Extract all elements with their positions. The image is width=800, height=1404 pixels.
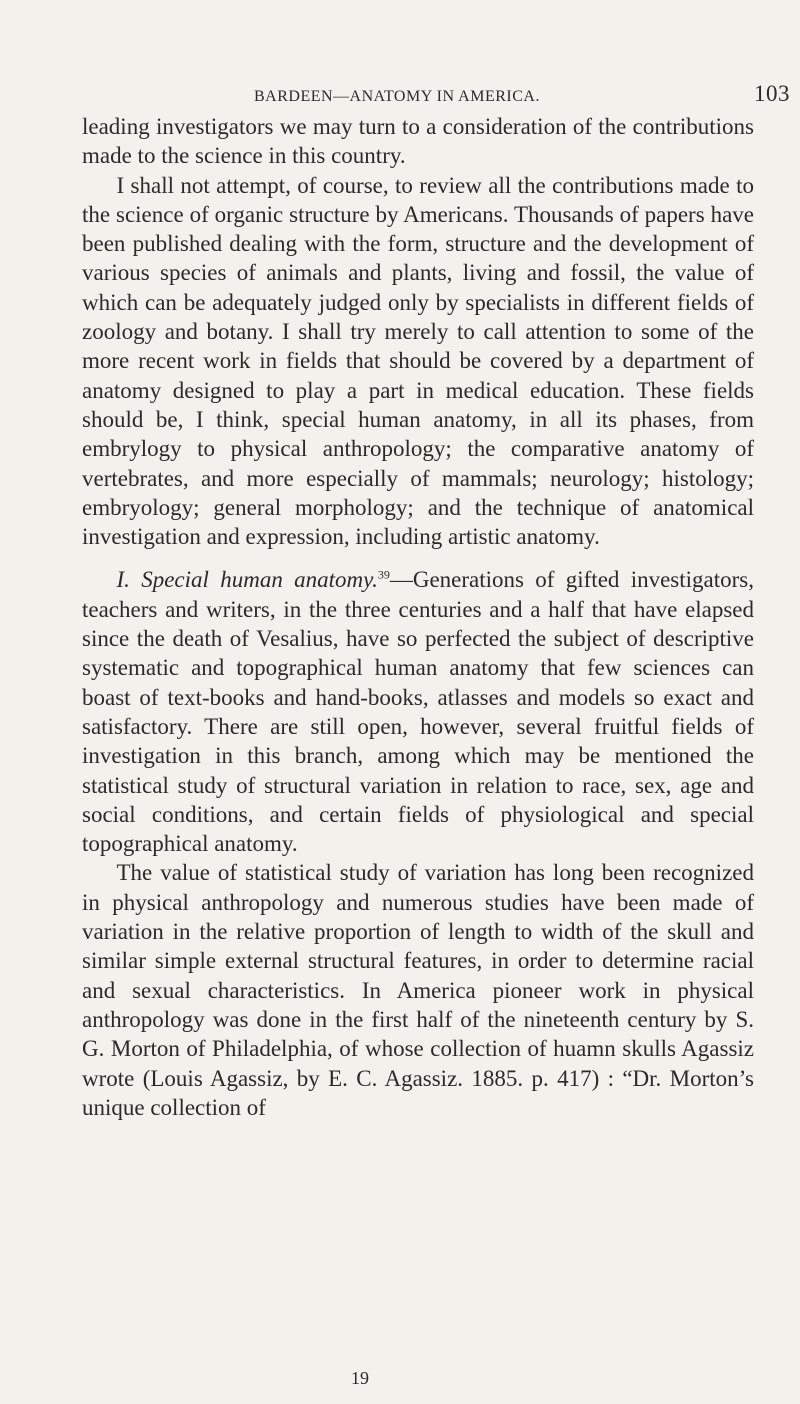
footnote-ref: 39 xyxy=(377,567,390,582)
paragraph-3 xyxy=(82,565,754,858)
section-heading: I. Special human anatomy. xyxy=(116,567,378,593)
body-text xyxy=(82,112,754,1122)
running-title: BARDEEN—ANATOMY IN AMERICA. xyxy=(254,88,540,105)
running-head xyxy=(254,81,790,106)
signature-mark: 19 xyxy=(351,1368,369,1388)
paragraph-1: leading investigators we may turn to a consideration of the contributions made to the science in this country. xyxy=(82,114,754,169)
page-number: 103 xyxy=(754,81,790,106)
paragraph-2: I shall not attempt, of course, to review all the contributions made to the science of organic structure by Americans. Thousands of papers have been published dealing with the form, structure and the development of various species of animals and plants, living and fossil, the value of which can be adequately judged only by specialists in different fields of zoology and botany. I shall try merely to call attention to some of the more recent work in fields that should be covered by a department of anatomy designed to play a part in medical education. These fields should be, I think, special human anatomy, in all its phases, from embrylogy to physical anthropology; the comparative anatomy of vertebrates, and more especially of mammals; neurology; histology; embryology; general morphology; and the technique of anatomical investigation and expression, including artistic anatomy. xyxy=(82,172,754,550)
paragraph-4: The value of statistical study of variation has long been recognized in physical anthropology and numerous studies have been made of variation in the relative proportion of length to width of the skull and similar simple external structural features, in order to determine racial and sexual characteristics. In America pioneer work in physical anthropology was done in the first half of the nineteenth century by S. G. Morton of Philadelphia, of whose collection of huamn skulls Agassiz wrote (Louis Agassiz, by E. C. Agassiz. 1885. p. 417) : “Dr. Morton’s unique collection of xyxy=(82,860,754,1120)
paragraph-3-text: —Generations of gifted investigators, teachers and writers, in the three centuries and a half that have elapsed since the death of Vesalius, have so perfected the subject of descriptive systematic and topographical human anatomy that few sciences can boast of text-books and hand-books, atlasses and models so exact and satisfactory. There are still open, however, several fruitful fields of investigation in this branch, among which may be mentioned the statistical study of structural variation in relation to race, sex, age and social conditions, and certain fields of physiological and special topographical anatomy. xyxy=(82,567,754,857)
